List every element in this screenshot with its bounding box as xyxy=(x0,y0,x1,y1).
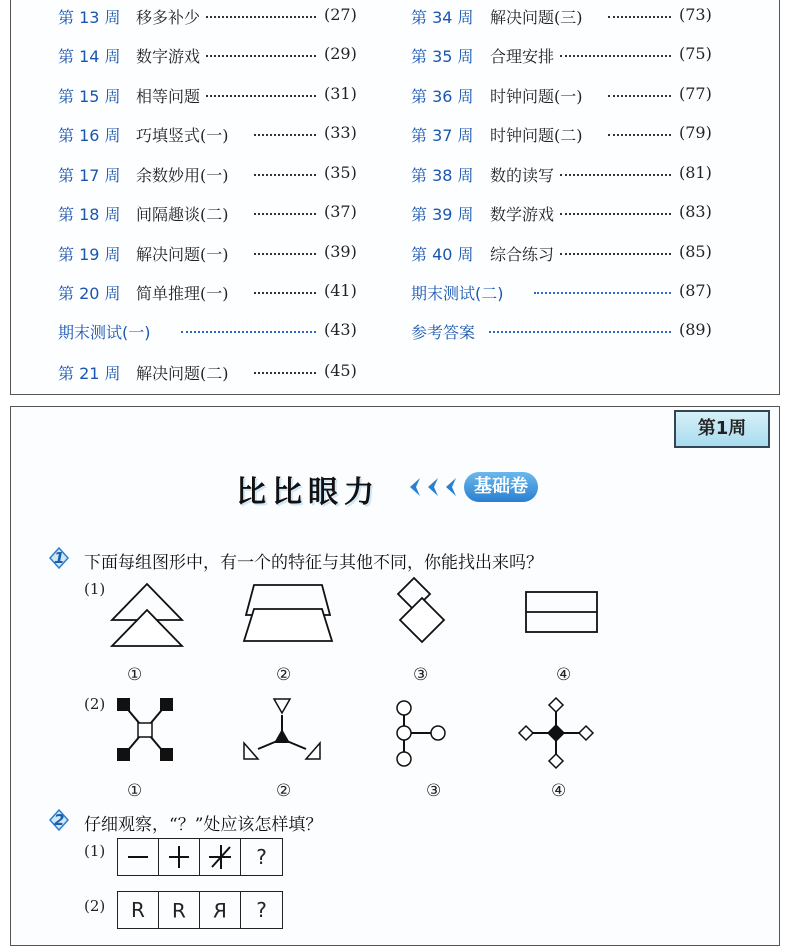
toc-entry[interactable] xyxy=(58,242,368,266)
option-label: ① xyxy=(127,665,143,685)
toc-leader-dots xyxy=(254,134,316,136)
figure-circles-tree xyxy=(390,699,452,769)
toc-title: 数学游戏 xyxy=(490,205,555,224)
toc-page-number: (81) xyxy=(679,163,712,182)
toc-entry[interactable] xyxy=(411,5,721,29)
toc-entry[interactable] xyxy=(411,163,721,187)
toc-page-number: (37) xyxy=(324,202,357,221)
toc-page-number: (43) xyxy=(324,320,357,339)
toc-page-number: (73) xyxy=(679,5,712,24)
question-1-number: 1 xyxy=(54,549,65,567)
toc-title: 数字游戏 xyxy=(136,47,201,66)
question-1-text: 下面每组图形中，有一个的特征与其他不同，你能找出来吗？ xyxy=(84,553,543,573)
pattern-cell xyxy=(159,892,200,928)
toc-title: 时钟问题(一) xyxy=(490,87,583,106)
question-2-number: 2 xyxy=(54,811,65,829)
option-label: ③ xyxy=(413,665,429,685)
toc-week: 第 37 周 xyxy=(411,126,474,145)
toc-title: 间隔趣谈(二) xyxy=(136,205,229,224)
toc-entry[interactable] xyxy=(411,123,721,147)
toc-page-number: (83) xyxy=(679,202,712,221)
option-label: ② xyxy=(276,781,292,801)
toc-entry[interactable] xyxy=(58,84,368,108)
toc-leader-dots xyxy=(254,253,316,255)
toc-page-number: (35) xyxy=(324,163,357,182)
chevron-left-icon xyxy=(426,478,440,496)
toc-week: 第 40 周 xyxy=(411,245,474,264)
toc-leader-dots xyxy=(206,95,316,97)
toc-title: 综合练习 xyxy=(490,245,555,264)
toc-entry[interactable] xyxy=(411,202,721,226)
toc-leader-dots xyxy=(560,55,671,57)
toc-entry[interactable] xyxy=(411,242,721,266)
pattern-cell xyxy=(200,892,241,928)
toc-title: 简单推理(一) xyxy=(136,284,229,303)
toc-entry[interactable] xyxy=(58,44,368,68)
toc-title: 数的读写 xyxy=(490,166,555,185)
toc-week: 第 17 周 xyxy=(58,166,121,185)
toc-entry[interactable] xyxy=(58,5,368,29)
toc-entry[interactable] xyxy=(58,281,368,305)
toc-leader-dots xyxy=(254,372,316,374)
toc-week: 第 14 周 xyxy=(58,47,121,66)
toc-entry[interactable] xyxy=(411,320,721,344)
question-2-text: 仔细观察，“？”处应该怎样填？ xyxy=(84,815,323,835)
toc-page-number: (87) xyxy=(679,281,712,300)
toc-week: 第 16 周 xyxy=(58,126,121,145)
toc-week: 第 34 周 xyxy=(411,8,474,27)
pattern-cell xyxy=(118,839,159,875)
toc-entry[interactable] xyxy=(58,320,368,344)
toc-leader-dots xyxy=(560,253,671,255)
toc-title: 余数妙用(一) xyxy=(136,166,229,185)
figure-diamond-cross xyxy=(518,697,594,769)
toc-leader-dots xyxy=(608,95,671,97)
toc-week: 第 19 周 xyxy=(58,245,121,264)
option-label: ① xyxy=(127,781,143,801)
pattern-cell-answer[interactable]: ? xyxy=(256,845,267,869)
option-label: ④ xyxy=(551,781,567,801)
pattern-row-1 xyxy=(117,838,283,876)
toc-week: 第 20 周 xyxy=(58,284,121,303)
chevron-left-icon xyxy=(444,478,458,496)
toc-title: 移多补少 xyxy=(136,8,201,27)
option-label: ② xyxy=(276,665,292,685)
toc-week: 第 35 周 xyxy=(411,47,474,66)
chevron-left-icon xyxy=(408,478,422,496)
toc-page-number: (31) xyxy=(324,84,357,103)
toc-page-number: (33) xyxy=(324,123,357,142)
toc-title: 时钟问题(二) xyxy=(490,126,583,145)
toc-page-number: (85) xyxy=(679,242,712,261)
toc-leader-dots xyxy=(206,16,316,18)
pattern-letter: ꓤ xyxy=(213,898,227,922)
toc-page-number: (41) xyxy=(324,281,357,300)
toc-page-number: (77) xyxy=(679,84,712,103)
pattern-cell xyxy=(200,839,241,875)
pattern-cell-answer[interactable]: ? xyxy=(256,898,267,922)
level-badge: 基础卷 xyxy=(464,472,538,502)
toc-week: 第 36 周 xyxy=(411,87,474,106)
toc-week: 第 21 周 xyxy=(58,364,121,383)
week-badge: 第1周 xyxy=(674,410,770,448)
question-2-part-1-label: (1) xyxy=(84,842,106,860)
toc-week: 期末测试(二) xyxy=(411,284,504,303)
toc-title: 合理安排 xyxy=(490,47,555,66)
toc-entry[interactable] xyxy=(411,44,721,68)
figure-tri-triangles xyxy=(242,697,322,763)
pattern-cell: R xyxy=(118,892,159,928)
question-1-part-1-label: (1) xyxy=(84,580,106,598)
toc-week: 期末测试(一) xyxy=(58,323,151,342)
toc-entry[interactable] xyxy=(58,123,368,147)
toc-week: 第 39 周 xyxy=(411,205,474,224)
toc-leader-dots xyxy=(608,134,671,136)
toc-week: 第 18 周 xyxy=(58,205,121,224)
figure-split-rectangle xyxy=(525,591,599,635)
figure-cross-squares xyxy=(116,697,174,763)
toc-week: 第 38 周 xyxy=(411,166,474,185)
pattern-row-2 xyxy=(117,891,283,929)
option-label: ③ xyxy=(426,781,442,801)
toc-entry[interactable] xyxy=(58,163,368,187)
toc-leader-dots xyxy=(254,292,316,294)
toc-week: 参考答案 xyxy=(411,323,476,342)
toc-week: 第 15 周 xyxy=(58,87,121,106)
toc-week: 第 13 周 xyxy=(58,8,121,27)
toc-page-number: (75) xyxy=(679,44,712,63)
toc-page-number: (29) xyxy=(324,44,357,63)
pattern-letter: ꓤ xyxy=(172,898,186,922)
toc-page-number: (27) xyxy=(324,5,357,24)
toc-page-number: (89) xyxy=(679,320,712,339)
toc-entry[interactable] xyxy=(58,361,368,385)
toc-leader-dots xyxy=(560,213,671,215)
toc-leader-dots xyxy=(560,174,671,176)
toc-leader-dots xyxy=(489,331,671,333)
question-1-part-2-label: (2) xyxy=(84,695,106,713)
question-2-part-2-label: (2) xyxy=(84,897,106,915)
toc-entry[interactable] xyxy=(58,202,368,226)
toc-leader-dots xyxy=(254,213,316,215)
toc-leader-dots xyxy=(181,331,316,333)
toc-page-number: (45) xyxy=(324,361,357,380)
toc-page-number: (79) xyxy=(679,123,712,142)
figure-stacked-diamonds xyxy=(396,576,448,652)
toc-title: 相等问题 xyxy=(136,87,201,106)
toc-leader-dots xyxy=(254,174,316,176)
figure-stacked-trapezoids xyxy=(242,583,334,643)
toc-entry[interactable] xyxy=(411,281,721,305)
figure-stacked-triangles xyxy=(110,582,185,648)
toc-leader-dots xyxy=(534,292,671,294)
toc-entry[interactable] xyxy=(411,84,721,108)
page-title: 比比眼力 xyxy=(236,475,380,510)
toc-title: 解决问题(一) xyxy=(136,245,229,264)
toc-leader-dots xyxy=(206,55,316,57)
toc-title: 解决问题(三) xyxy=(490,8,583,27)
pattern-cell xyxy=(159,839,200,875)
toc-title: 解决问题(二) xyxy=(136,364,229,383)
option-label: ④ xyxy=(556,665,572,685)
toc-leader-dots xyxy=(608,16,671,18)
toc-page-number: (39) xyxy=(324,242,357,261)
toc-title: 巧填竖式(一) xyxy=(136,126,229,145)
